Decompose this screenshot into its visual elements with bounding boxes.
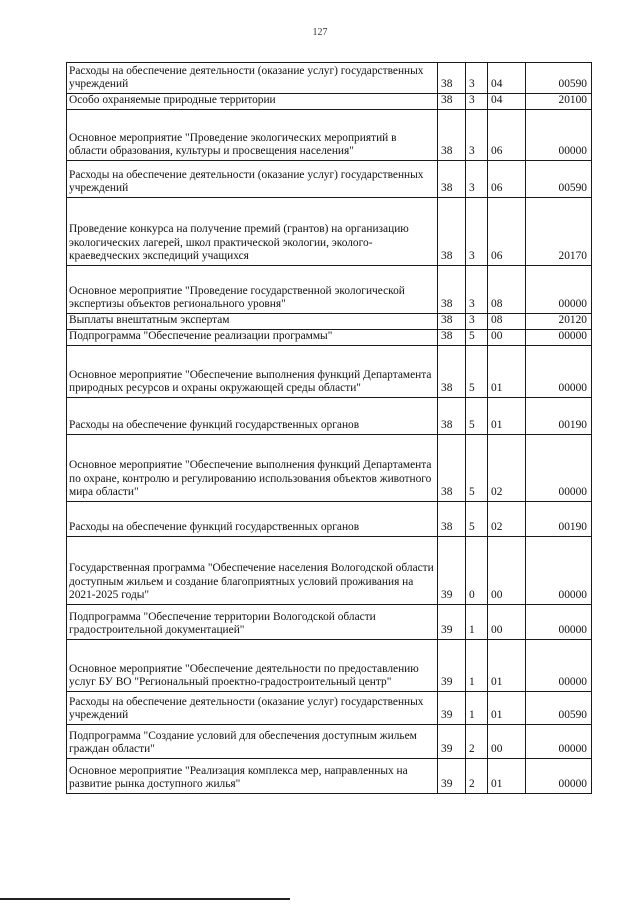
direction-code-cell: 00590	[526, 161, 592, 198]
direction-code-cell: 00000	[526, 346, 592, 398]
table-row	[67, 759, 592, 794]
subprogram-code-cell: 1	[466, 605, 488, 640]
subprogram-code-cell: 0	[466, 537, 488, 605]
subprogram-code-cell: 3	[466, 314, 488, 330]
budget-table	[66, 62, 592, 794]
event-code-cell: 01	[488, 640, 526, 692]
row-name-cell: Подпрограмма "Создание условий для обеспечения доступным жильем граждан области"	[67, 725, 438, 759]
program-code-cell: 38	[438, 198, 466, 266]
program-code-cell: 39	[438, 605, 466, 640]
row-name-cell: Основное мероприятие "Проведение государственной экологической экспертизы объектов регионального уровня"	[67, 266, 438, 314]
row-name-cell: Расходы на обеспечение деятельности (оказание услуг) государственных учреждений	[67, 63, 438, 94]
program-code-cell: 38	[438, 266, 466, 314]
program-code-cell: 38	[438, 63, 466, 94]
program-code-cell: 39	[438, 640, 466, 692]
table-row	[67, 110, 592, 161]
row-name-cell: Основное мероприятие "Обеспечение выполнения функций Департамента природных ресурсов и охраны окружающей среды области"	[67, 346, 438, 398]
event-code-cell: 02	[488, 435, 526, 502]
event-code-cell: 00	[488, 605, 526, 640]
row-name-cell: Основное мероприятие "Реализация комплекса мер, направленных на развитие рынка доступного жилья"	[67, 759, 438, 794]
program-code-cell: 38	[438, 314, 466, 330]
direction-code-cell: 00000	[526, 266, 592, 314]
subprogram-code-cell: 3	[466, 161, 488, 198]
subprogram-code-cell: 5	[466, 330, 488, 346]
subprogram-code-cell: 2	[466, 759, 488, 794]
event-code-cell: 06	[488, 110, 526, 161]
row-name-cell: Проведение конкурса на получение премий (грантов) на организацию экологических лагерей, школ практической экологии, эколого-краеведческих экспедиций учащихся	[67, 198, 438, 266]
table-row	[67, 435, 592, 502]
row-name-cell: Основное мероприятие "Обеспечение выполнения функций Департамента по охране, контролю и регулированию использования объектов животного мира области"	[67, 435, 438, 502]
event-code-cell: 00	[488, 725, 526, 759]
program-code-cell: 38	[438, 330, 466, 346]
row-name-cell: Расходы на обеспечение функций государственных органов	[67, 502, 438, 537]
event-code-cell: 04	[488, 63, 526, 94]
direction-code-cell: 00000	[526, 759, 592, 794]
program-code-cell: 39	[438, 759, 466, 794]
direction-code-cell: 00000	[526, 605, 592, 640]
row-name-cell: Выплаты внештатным экспертам	[67, 314, 438, 330]
event-code-cell: 02	[488, 502, 526, 537]
table-row	[67, 266, 592, 314]
subprogram-code-cell: 1	[466, 640, 488, 692]
table-row	[67, 605, 592, 640]
program-code-cell: 38	[438, 161, 466, 198]
subprogram-code-cell: 5	[466, 346, 488, 398]
event-code-cell: 01	[488, 346, 526, 398]
row-name-cell: Расходы на обеспечение деятельности (оказание услуг) государственных учреждений	[67, 692, 438, 725]
direction-code-cell: 00000	[526, 330, 592, 346]
subprogram-code-cell: 5	[466, 398, 488, 435]
direction-code-cell: 00000	[526, 537, 592, 605]
table-row	[67, 63, 592, 94]
budget-table-body	[67, 63, 592, 794]
program-code-cell: 38	[438, 502, 466, 537]
table-row	[67, 330, 592, 346]
event-code-cell: 00	[488, 330, 526, 346]
row-name-cell: Подпрограмма "Обеспечение реализации программы"	[67, 330, 438, 346]
page-number: 127	[312, 27, 328, 38]
row-name-cell: Расходы на обеспечение деятельности (оказание услуг) государственных учреждений	[67, 161, 438, 198]
program-code-cell: 38	[438, 398, 466, 435]
subprogram-code-cell: 3	[466, 198, 488, 266]
event-code-cell: 01	[488, 759, 526, 794]
table-row	[67, 346, 592, 398]
row-name-cell: Основное мероприятие "Проведение экологических мероприятий в области образования, культуры и просвещения населения"	[67, 110, 438, 161]
direction-code-cell: 00000	[526, 435, 592, 502]
row-name-cell: Основное мероприятие "Обеспечение деятельности по предоставлению услуг БУ ВО "Региональный проектно-градостроительный центр"	[67, 640, 438, 692]
event-code-cell: 06	[488, 198, 526, 266]
subprogram-code-cell: 1	[466, 692, 488, 725]
program-code-cell: 39	[438, 725, 466, 759]
table-row	[67, 725, 592, 759]
event-code-cell: 01	[488, 692, 526, 725]
scan-edge-line	[0, 898, 290, 900]
direction-code-cell: 00000	[526, 640, 592, 692]
program-code-cell: 38	[438, 435, 466, 502]
subprogram-code-cell: 3	[466, 63, 488, 94]
direction-code-cell: 00000	[526, 110, 592, 161]
table-row	[67, 692, 592, 725]
event-code-cell: 08	[488, 314, 526, 330]
direction-code-cell: 00590	[526, 692, 592, 725]
event-code-cell: 08	[488, 266, 526, 314]
direction-code-cell: 20100	[526, 94, 592, 110]
subprogram-code-cell: 3	[466, 110, 488, 161]
table-row	[67, 537, 592, 605]
direction-code-cell: 00190	[526, 502, 592, 537]
table-row	[67, 640, 592, 692]
table-row	[67, 314, 592, 330]
direction-code-cell: 20120	[526, 314, 592, 330]
event-code-cell: 00	[488, 537, 526, 605]
direction-code-cell: 20170	[526, 198, 592, 266]
row-name-cell: Расходы на обеспечение функций государственных органов	[67, 398, 438, 435]
direction-code-cell: 00190	[526, 398, 592, 435]
table-row	[67, 161, 592, 198]
row-name-cell: Особо охраняемые природные территории	[67, 94, 438, 110]
program-code-cell: 38	[438, 110, 466, 161]
event-code-cell: 04	[488, 94, 526, 110]
table-row	[67, 502, 592, 537]
subprogram-code-cell: 5	[466, 502, 488, 537]
program-code-cell: 38	[438, 94, 466, 110]
subprogram-code-cell: 5	[466, 435, 488, 502]
direction-code-cell: 00590	[526, 63, 592, 94]
table-row	[67, 198, 592, 266]
row-name-cell: Подпрограмма "Обеспечение территории Вологодской области градостроительной документацией"	[67, 605, 438, 640]
subprogram-code-cell: 3	[466, 266, 488, 314]
event-code-cell: 01	[488, 398, 526, 435]
program-code-cell: 39	[438, 692, 466, 725]
program-code-cell: 38	[438, 346, 466, 398]
direction-code-cell: 00000	[526, 725, 592, 759]
subprogram-code-cell: 2	[466, 725, 488, 759]
subprogram-code-cell: 3	[466, 94, 488, 110]
table-row	[67, 94, 592, 110]
event-code-cell: 06	[488, 161, 526, 198]
row-name-cell: Государственная программа "Обеспечение населения Вологодской области доступным жильем и создание благоприятных условий проживания на 2021-2025 годы"	[67, 537, 438, 605]
table-row	[67, 398, 592, 435]
program-code-cell: 39	[438, 537, 466, 605]
